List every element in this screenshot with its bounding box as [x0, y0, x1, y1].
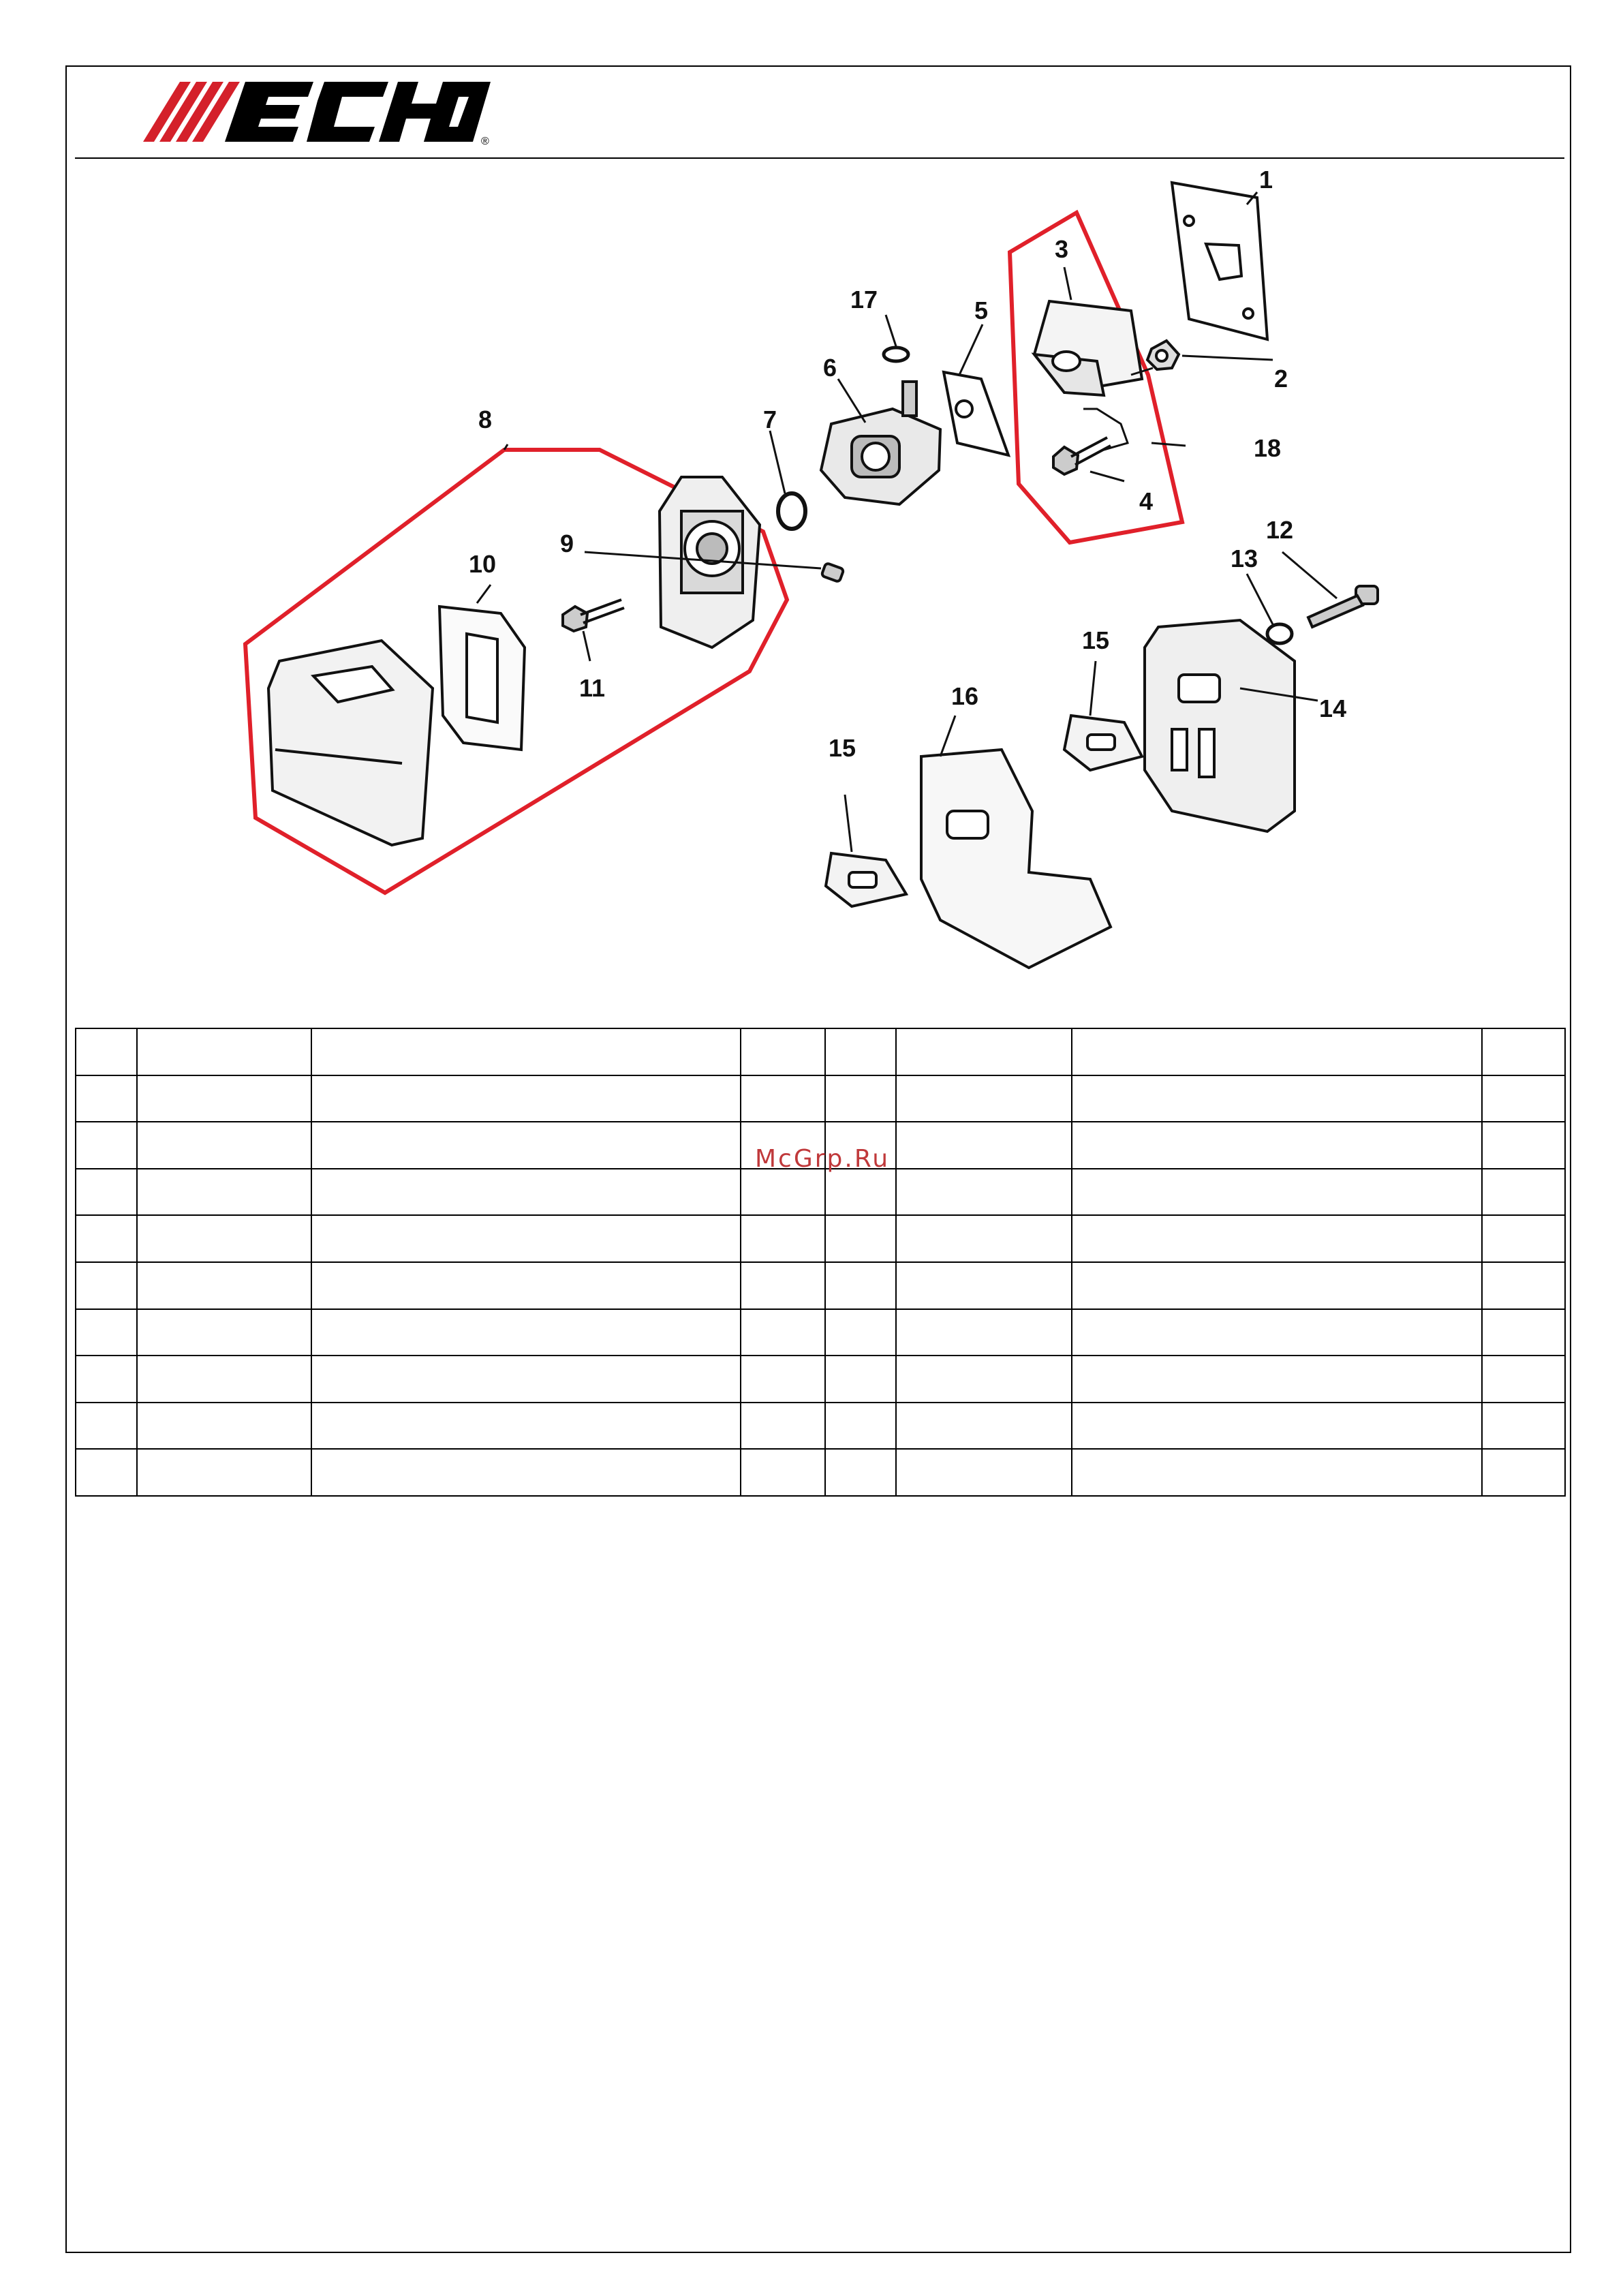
callout-8: 8: [478, 405, 493, 433]
registered-mark: ®: [481, 136, 489, 147]
table-row: [76, 1356, 1565, 1403]
callout-4: 4: [1139, 487, 1154, 515]
callout-5: 5: [974, 296, 989, 324]
echo-logo: [136, 74, 491, 150]
callout-2: 2: [1274, 365, 1288, 393]
washer-part: [1267, 624, 1292, 643]
callout-10: 10: [469, 550, 497, 578]
table-row: [76, 1215, 1565, 1262]
long-bolt-part: [563, 600, 624, 631]
callout-9: 9: [560, 530, 574, 557]
table-row: [76, 1262, 1565, 1309]
table-row: [76, 1449, 1565, 1496]
insulator-part: [1034, 301, 1142, 395]
muffler-part: [1145, 620, 1295, 831]
nut-part: [1147, 341, 1179, 369]
air-filter-element-part: [439, 607, 525, 750]
small-o-ring-part: [884, 348, 908, 361]
callout-15-upper: 15: [1082, 626, 1110, 654]
pin-part: [821, 563, 844, 582]
heat-plate-part: [921, 750, 1111, 968]
watermark: McGrp.Ru: [755, 1145, 891, 1173]
exploded-parts-diagram: [204, 157, 1431, 995]
table-row: [76, 1169, 1565, 1216]
air-cleaner-cover-part: [268, 641, 433, 845]
table-row: [76, 1309, 1565, 1356]
muffler-bolt-part: [1308, 586, 1378, 627]
callout-14: 14: [1319, 694, 1347, 722]
callout-15-lower: 15: [829, 734, 856, 762]
parts-list-table: [75, 1028, 1566, 1497]
callout-16: 16: [951, 682, 979, 710]
o-ring-part: [778, 493, 805, 529]
table-row: [76, 1075, 1565, 1122]
callout-3: 3: [1055, 235, 1069, 263]
muffler-gasket-lower-part: [826, 853, 906, 906]
callout-17: 17: [850, 286, 878, 313]
carburetor-gasket-part: [944, 372, 1008, 455]
callout-18: 18: [1254, 434, 1282, 462]
bolt-part: [1053, 438, 1111, 474]
carburetor-part: [821, 382, 940, 504]
callout-7: 7: [763, 405, 777, 433]
callout-13: 13: [1231, 545, 1258, 572]
callout-1: 1: [1259, 166, 1273, 194]
muffler-gasket-part: [1064, 716, 1142, 770]
gasket-part: [1172, 183, 1267, 339]
table-header-row: [76, 1028, 1565, 1075]
callout-6: 6: [823, 354, 837, 382]
table-row: [76, 1403, 1565, 1450]
callout-11: 11: [579, 674, 606, 702]
callout-12: 12: [1266, 516, 1294, 544]
